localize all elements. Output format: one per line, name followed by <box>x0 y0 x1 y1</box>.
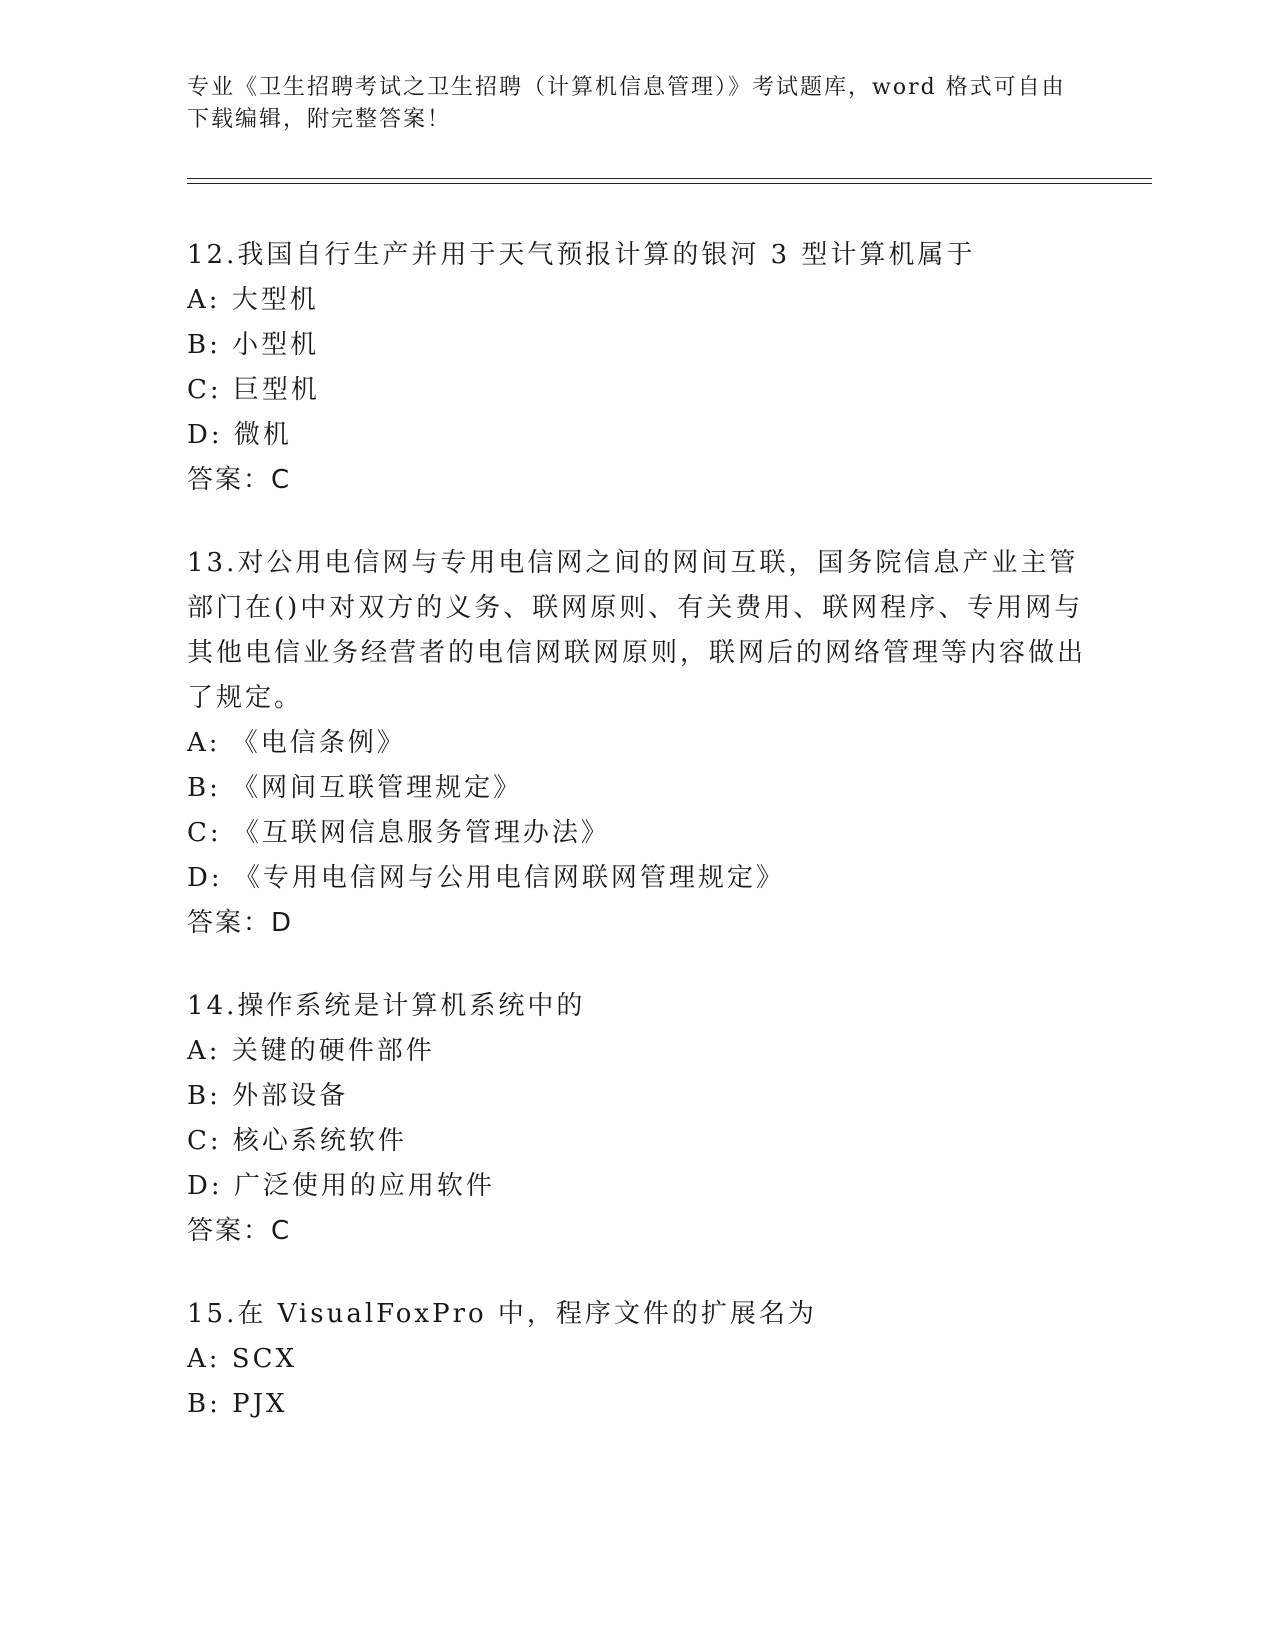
option-a: A: 《电信条例》 <box>187 728 406 758</box>
option-c: C: 《互联网信息服务管理办法》 <box>187 818 610 848</box>
question-14 <box>187 984 1087 1254</box>
option-c: C: 巨型机 <box>187 375 320 405</box>
question-text: 14.操作系统是计算机系统中的 <box>187 991 586 1021</box>
option-c: C: 核心系统软件 <box>187 1126 407 1156</box>
option-d: D: 广泛使用的应用软件 <box>187 1171 495 1201</box>
option-b: B: PJX <box>187 1389 288 1419</box>
question-text: 15.在 VisualFoxPro 中，程序文件的扩展名为 <box>187 1299 817 1329</box>
header-divider-bottom <box>187 183 1152 184</box>
option-b: B: 外部设备 <box>187 1081 349 1111</box>
header-divider-top <box>187 178 1152 179</box>
option-b: B: 《网间互联管理规定》 <box>187 773 523 803</box>
question-12 <box>187 233 1087 503</box>
option-a: A: 关键的硬件部件 <box>187 1036 435 1066</box>
question-text: 13.对公用电信网与专用电信网之间的网间互联，国务院信息产业主管部门在()中对双方的义务、联网原则、有关费用、联网程序、专用网与其他电信业务经营者的电信网联网原则，联网后的网络管理等内容做出了规定。 <box>187 548 1087 713</box>
question-15 <box>187 1292 1087 1427</box>
option-a: A: SCX <box>187 1344 298 1374</box>
answer-line: 答案：C <box>187 465 292 495</box>
question-list <box>187 233 1087 1465</box>
question-text: 12.我国自行生产并用于天气预报计算的银河 3 型计算机属于 <box>187 240 976 270</box>
answer-line: 答案：D <box>187 908 294 938</box>
option-a: A: 大型机 <box>187 285 319 315</box>
option-b: B: 小型机 <box>187 330 320 360</box>
question-13 <box>187 541 1087 946</box>
option-d: D: 《专用电信网与公用电信网联网管理规定》 <box>187 863 785 893</box>
option-d: D: 微机 <box>187 420 292 450</box>
document-intro: 专业《卫生招聘考试之卫生招聘（计算机信息管理）》考试题库，word 格式可自由下载编辑，附完整答案！ <box>187 75 1066 132</box>
answer-line: 答案：C <box>187 1216 292 1246</box>
